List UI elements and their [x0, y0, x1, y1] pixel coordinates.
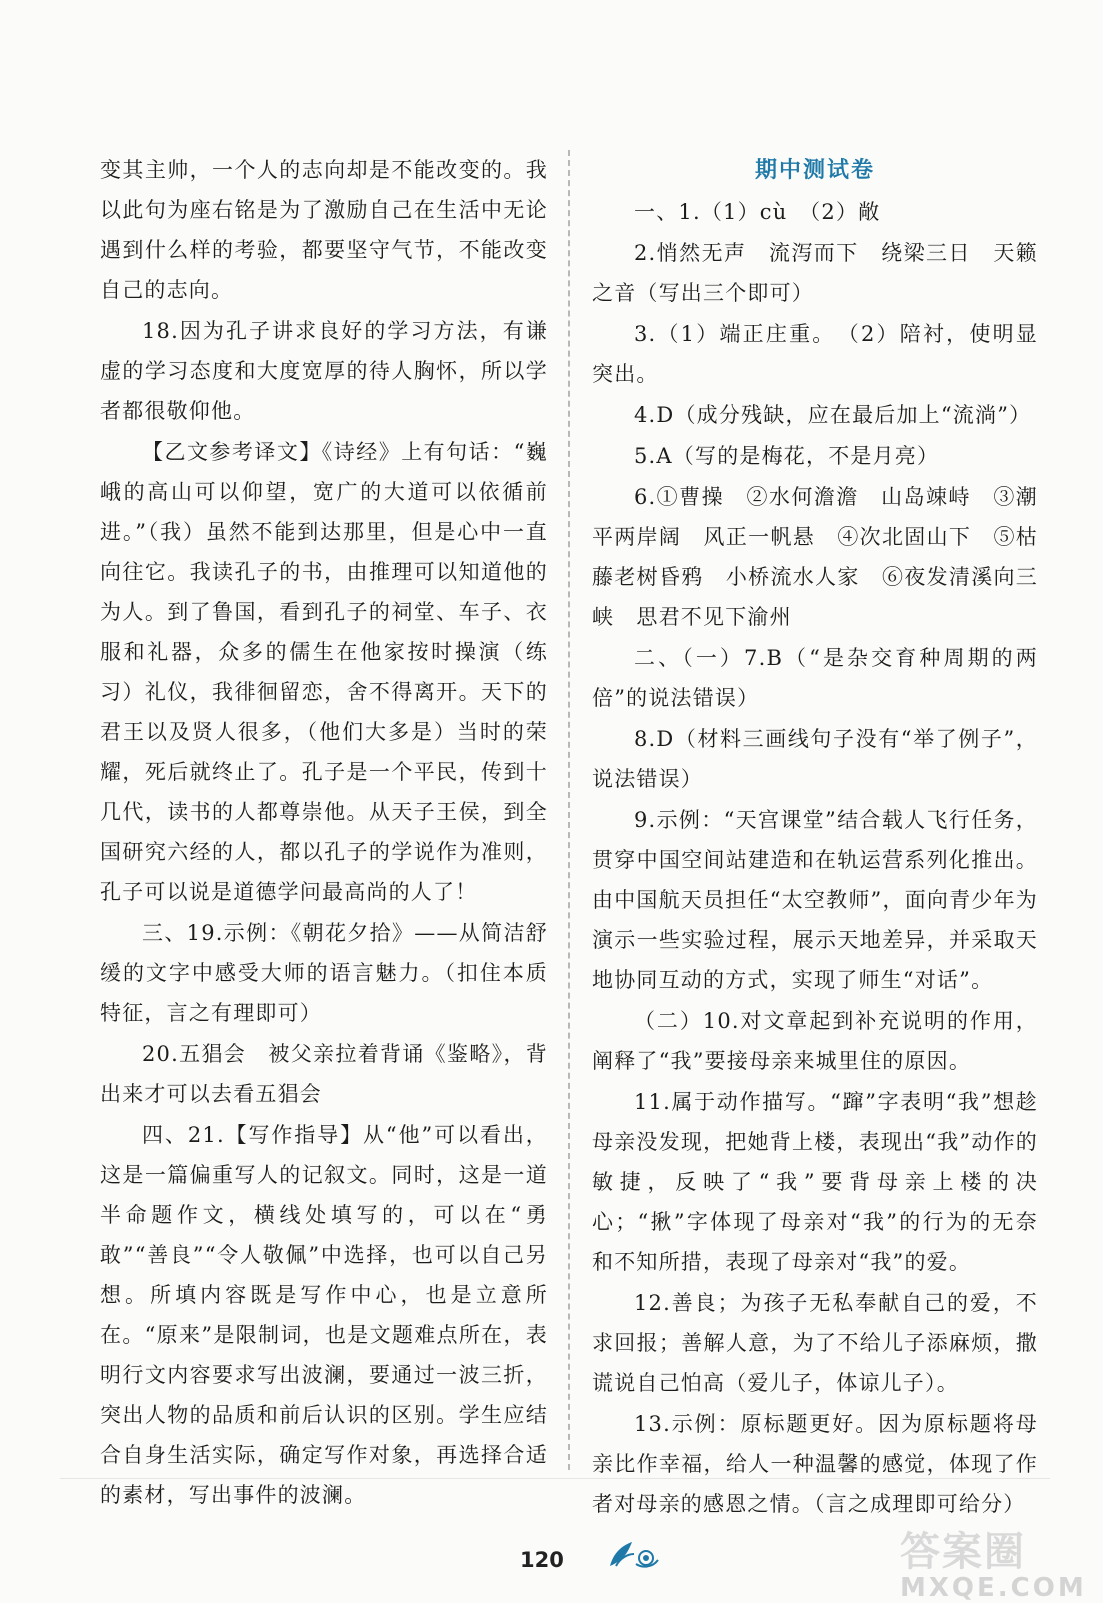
writing-guide-paragraph: 四、21.【写作指导】从“他”可以看出，这是一篇偏重写人的记叙文。同时，这是一道半命题作文，横线处填写的，可以在“勇敢”“善良”“令人敬佩”中选择，也可以自己另想。所填内容既是写作中心，也是立意所在。“原来”是限制词，也是文题难点所在，表明行文内容要求写出波澜，要通过一波三折，突出人物的品质和前后认识的区别。学生应结合自身生活实际，确定写作对象，再选择合适的素材，写出事件的波澜。	[100, 1123, 548, 1507]
site-watermark: 答案圈 MXQE.COM	[900, 1529, 1087, 1603]
answer-paragraph: 13.示例：原标题更好。因为原标题将母亲比作幸福，给人一种温馨的感觉，体现了作者对母亲的感恩之情。（言之成理即可给分）	[592, 1412, 1038, 1516]
answer-paragraph: （二）10.对文章起到补充说明的作用，阐释了“我”要接母亲来城里住的原因。	[592, 1009, 1038, 1073]
left-column	[100, 150, 548, 1516]
answer-paragraph: 20.五猖会 被父亲拉着背诵《鉴略》，背出来才可以去看五猖会	[100, 1042, 548, 1106]
right-column	[592, 150, 1038, 1525]
answer-paragraph: 6.①曹操 ②水何澹澹 山岛竦峙 ③潮平两岸阔 风正一帆悬 ④次北固山下 ⑤枯藤老树昏鸦 小桥流水人家 ⑥夜发清溪向三峡 思君不见下渝州	[592, 485, 1038, 629]
answer-paragraph: 一、1.（1）cù （2）敞	[634, 200, 881, 224]
translation-paragraph: 【乙文参考译文】《诗经》上有句话：“巍峨的高山可以仰望，宽广的大道可以依循前进。”（我）虽然不能到达那里，但是心中一直向往它。我读孔子的书，由推理可以知道他的为人。到了鲁国，看到孔子的祠堂、车子、衣服和礼器，众多的儒生在他家按时操演（练习）礼仪，我徘徊留恋，舍不得离开。天下的君王以及贤人很多，（他们大多是）当时的荣耀，死后就终止了。孔子是一个平民，传到十几代，读书的人都尊崇他。从天子王侯，到全国研究六经的人，都以孔子的学说作为准则，孔子可以说是道德学问最高尚的人了！	[100, 440, 548, 904]
answer-paragraph: 18.因为孔子讲求良好的学习方法，有谦虚的学习态度和大度宽厚的待人胸怀，所以学者都很敬仰他。	[100, 319, 548, 423]
answer-paragraph: 变其主帅，一个人的志向却是不能改变的。我以此句为座右铭是为了激励自己在生活中无论遇到什么样的考验，都要坚守气节，不能改变自己的志向。	[100, 158, 548, 302]
answer-paragraph: 8.D（材料三画线句子没有“举了例子”，说法错误）	[592, 727, 1038, 791]
page-number: 120	[520, 1548, 564, 1572]
section-title: 期中测试卷	[754, 157, 875, 183]
answer-paragraph: 二、（一）7.B（“是杂交育种周期的两倍”的说法错误）	[592, 646, 1038, 710]
answer-paragraph: 12.善良；为孩子无私奉献自己的爱，不求回报；善解人意，为了不给儿子添麻烦，撒谎说自己怕高（爱儿子，体谅儿子）。	[592, 1291, 1038, 1395]
column-divider	[568, 150, 570, 1470]
answer-paragraph: 4.D（成分残缺，应在最后加上“流淌”）	[634, 403, 1032, 427]
answer-paragraph: 2.悄然无声 流泻而下 绕梁三日 天籁之音（写出三个即可）	[592, 241, 1038, 305]
answer-paragraph: 9.示例：“天宫课堂”结合载人飞行任务，贯穿中国空间站建造和在轨运营系列化推出。由中国航天员担任“太空教师”，面向青少年为演示一些实验过程，展示天地差异，并采取天地协同互动的方式，实现了师生“对话”。	[592, 808, 1038, 992]
answer-paragraph: 3.（1）端正庄重。 （2）陪衬，使明显突出。	[592, 322, 1038, 386]
answer-paragraph: 11.属于动作描写。“蹿”字表明“我”想趁母亲没发现，把她背上楼，表现出“我”动作的敏捷，反映了“我”要背母亲上楼的决心；“揪”字体现了母亲对“我”的行为的无奈和不知所措，表现了母亲对“我”的爱。	[592, 1090, 1038, 1274]
answer-paragraph: 5.A（写的是梅花，不是月亮）	[634, 444, 940, 468]
footer-rule	[60, 1478, 1050, 1479]
answer-paragraph: 三、19.示例：《朝花夕拾》——从简洁舒缓的文字中感受大师的语言魅力。（扣住本质特征，言之有理即可）	[100, 921, 548, 1025]
leaf-ornament-icon	[606, 1540, 662, 1574]
